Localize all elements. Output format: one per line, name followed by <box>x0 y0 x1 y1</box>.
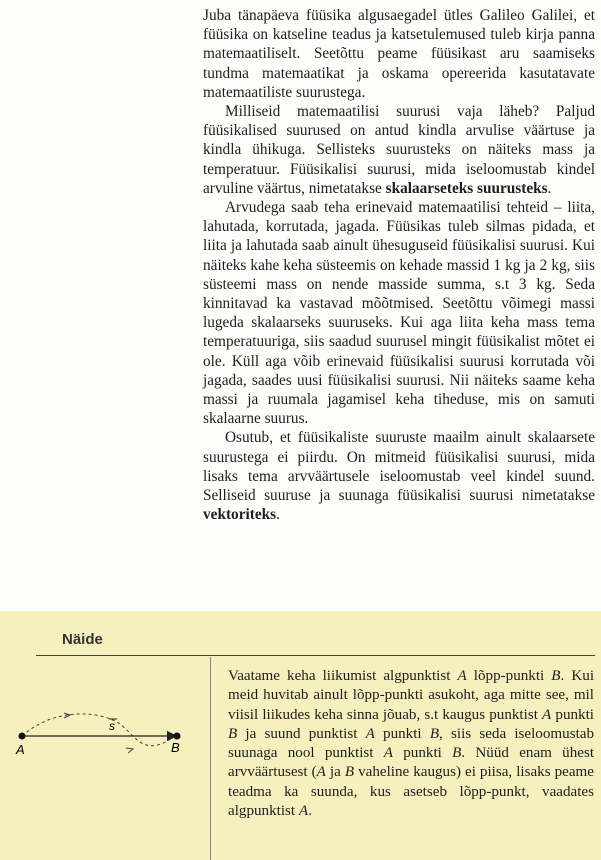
paragraph-run: . <box>547 179 552 197</box>
example-run: A <box>365 725 375 742</box>
paragraph <box>203 102 595 198</box>
paragraph <box>203 6 595 102</box>
point-b-label: B <box>171 740 180 755</box>
example-run: B <box>429 725 440 742</box>
example-box <box>0 611 601 860</box>
paragraph-run: Osutub, et füüsikaliste suuruste maailm ainult skalaarsete suurustega ei piirdu. On mitmeid füüsikalisi suurusi, mida lisaks tema arvväärtusele iseloomustab veel kindel suund. Selliseid suuruse ja suunaga füüsikalisi suurusi nimetatakse <box>203 429 595 505</box>
example-run: ja suund punktist <box>237 725 366 742</box>
body-text <box>203 6 595 524</box>
example-run: A <box>383 745 393 762</box>
point-b-dot <box>174 733 181 740</box>
vector-diagram <box>0 611 210 860</box>
example-column-divider <box>210 657 211 860</box>
path-arrow-2 <box>126 748 133 753</box>
paragraph-run: Juba tänapäeva füüsika algusaegadel ütles Galileo Galilei, et füüsika on katseline teadus ja katsetulemused tuleb kirja panna matemaatiliselt. Seetõttu peame füüsikast aru saamiseks tundma matemaatikat ja oskama opereerida kasutatavate matemaatiliste suurustega. <box>203 7 595 101</box>
example-text <box>228 667 594 821</box>
point-a-dot <box>19 733 26 740</box>
example-run: A <box>316 764 326 781</box>
example-title: Näide <box>62 631 103 648</box>
paragraph <box>203 198 595 428</box>
paragraph <box>203 428 595 524</box>
example-run: B <box>452 745 462 762</box>
paragraph-run: Arvudega saab teha erinevaid matemaatilisi tehteid – liita, lahutada, korrutada, jagada. Füüsikas tuleb silmas pidada, et liita ja lahutada saab ainult ühesuguseid füüsikalisi suurusi. Kui näiteks kahe keha süsteemis on kehade massid 1 kg ja 2 kg, siis süsteemi mass on nende masside summa, s.t 3 kg. Seda kinnitavad ka vastavad mõõtmised. Seetõttu võimegi massi lugeda skalaarseks suuruseks. Kui aga liita keha mass tema temperatuuriga, siis saadud suurusel mingit füüsikalist mõtet ei ole. Küll aga võib erinevaid füüsikalisi suurusi korrutada või jagada, saades uusi füüsikalisi suurusi. Nii näiteks saame keha massi ja ruumala jagamisel keha tiheduse, mis on samuti skalaarne suurus. <box>203 199 595 428</box>
example-run: punkti <box>392 745 453 762</box>
example-run: A <box>457 668 467 684</box>
example-run: punkti <box>551 706 594 723</box>
paragraph-run: skalaarseteks suurusteks <box>385 179 548 197</box>
example-run: . Nüüd enam ühest arvväärtusest ( <box>228 745 595 781</box>
vector-label: s <box>109 719 115 733</box>
example-run: Vaatame keha liikumist algpunktist <box>228 668 458 684</box>
example-run: A <box>542 706 552 723</box>
example-run: punkti <box>374 725 430 742</box>
curved-path <box>22 714 175 746</box>
example-run: B <box>551 668 561 684</box>
example-run: B <box>344 764 355 781</box>
example-run: ja <box>325 764 345 781</box>
paragraph-run: Milliseid matemaatilisi suurusi vaja läheb? Paljud füüsikalised suurused on antud kindla arvulise väärtuse ja kindla ühikuga. Sellisteks suurusteks on näiteks mass ja temperatuur. Füüsikalisi suurusi, mida iseloomustab kindel arvuline väärtus, nimetatakse <box>203 103 595 197</box>
example-run: lõpp-punkti <box>466 668 552 684</box>
example-run: B <box>228 725 238 742</box>
example-run: . <box>308 803 312 820</box>
paragraph-run: . <box>276 506 280 524</box>
paragraph-run: vektoriteks <box>203 506 277 524</box>
example-run: , siis seda iseloomustab suunaga nool punktist <box>228 725 595 762</box>
example-run: . Kui meid huvitab ainult lõpp-punkti asukoht, aga mitte see, mil viisil liikudes keha sinna jõuab, s.t kaugus punktist <box>228 668 595 723</box>
point-a-label: A <box>16 742 25 757</box>
example-run: A <box>298 803 309 820</box>
example-run: vaheline kaugus) ei piisa, lisaks peame teadma ka suunda, kus asetseb lõpp-punkt, vaadates algpunktist <box>228 764 594 820</box>
